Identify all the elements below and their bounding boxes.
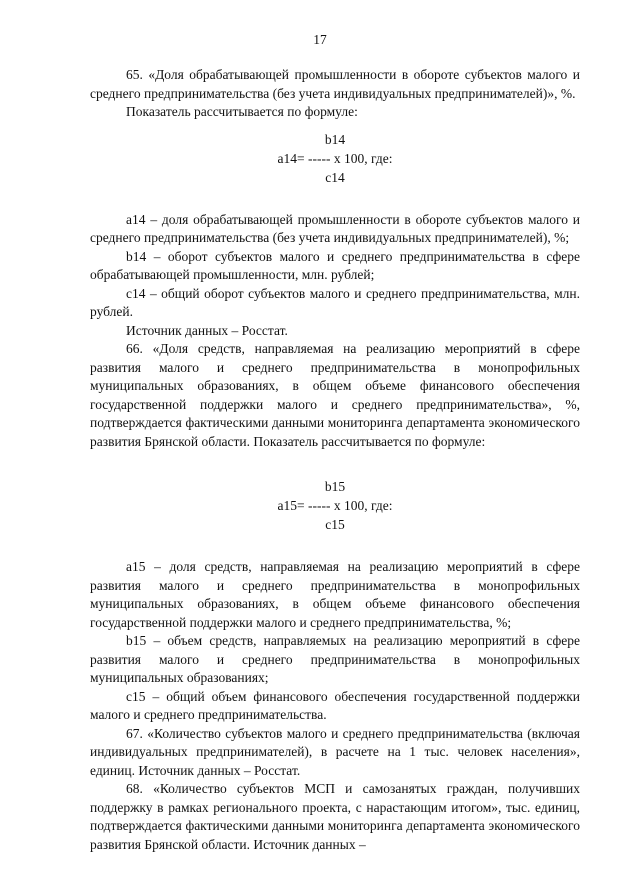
formula-a14	[90, 130, 580, 187]
formula-expression: a15= ----- х 100, где:	[277, 498, 393, 513]
item-66-title: 66. «Доля средств, направляемая на реализацию мероприятий в сфере развития малого и среднего предпринимательства в монопрофильных муниципальных образованиях, в общем объеме финансового обеспечения государственной поддержки малого и среднего предпринимательства», %, подтверждается фактическими данными мониторинга департамента экономического развития Брянской области. Показатель рассчитывается по формуле:	[90, 341, 580, 449]
formula-a15	[90, 477, 580, 534]
definition-b15: b15 – объем средств, направляемых на реализацию мероприятий в сфере развития малого и среднего предпринимательства в монопрофильных муниципальных образованиях;	[90, 633, 580, 685]
definition-c14: c14 – общий оборот субъектов малого и среднего предпринимательства, млн. рублей.	[90, 285, 580, 319]
page-number: 17	[313, 32, 327, 47]
formula-denominator: c14	[325, 169, 345, 185]
item-65-title: 65. «Доля обрабатывающей промышленности в обороте субъектов малого и среднего предпринимательства (без учета индивидуальных предпринимателей)», %.	[90, 67, 580, 101]
formula-intro: Показатель рассчитывается по формуле:	[126, 104, 358, 119]
definition-c15: c15 – общий объем финансового обеспечения государственной поддержки малого и среднего предпринимательства.	[90, 688, 580, 722]
definition-a15: a15 – доля средств, направляемая на реализацию мероприятий в сфере развития малого и среднего предпринимательства в монопрофильных муниципальных образованиях, в общем объеме финансового обеспечения государственной поддержки малого и среднего предпринимательства, %;	[90, 559, 580, 630]
formula-numerator: b14	[324, 131, 346, 147]
data-source: Источник данных – Росстат.	[126, 322, 288, 338]
definition-b14: b14 – оборот субъектов малого и среднего предпринимательства в сфере обрабатывающей промышленности, млн. рублей;	[90, 248, 580, 282]
formula-numerator: b15	[324, 479, 346, 494]
item-67: 67. «Количество субъектов малого и среднего предпринимательства (включая индивидуальных предпринимателей), в расчете на 1 тыс. человек населения», единиц. Источник данных – Росстат.	[90, 725, 580, 778]
document-body	[90, 66, 580, 854]
item-68: 68. «Количество субъектов МСП и самозанятых граждан, получивших поддержку в рамках регионального проекта, с нарастающим итогом», тыс. единиц, подтверждается фактическими данными мониторинга департамента экономического развития Брянской области. Источник данных –	[90, 781, 580, 852]
formula-denominator: c15	[325, 517, 345, 532]
definition-a14: a14 – доля обрабатывающей промышленности в обороте субъектов малого и среднего предпринимательства (без учета индивидуальных предпринимателей), %;	[90, 211, 580, 245]
formula-expression: a14= ----- х 100, где:	[277, 150, 393, 166]
